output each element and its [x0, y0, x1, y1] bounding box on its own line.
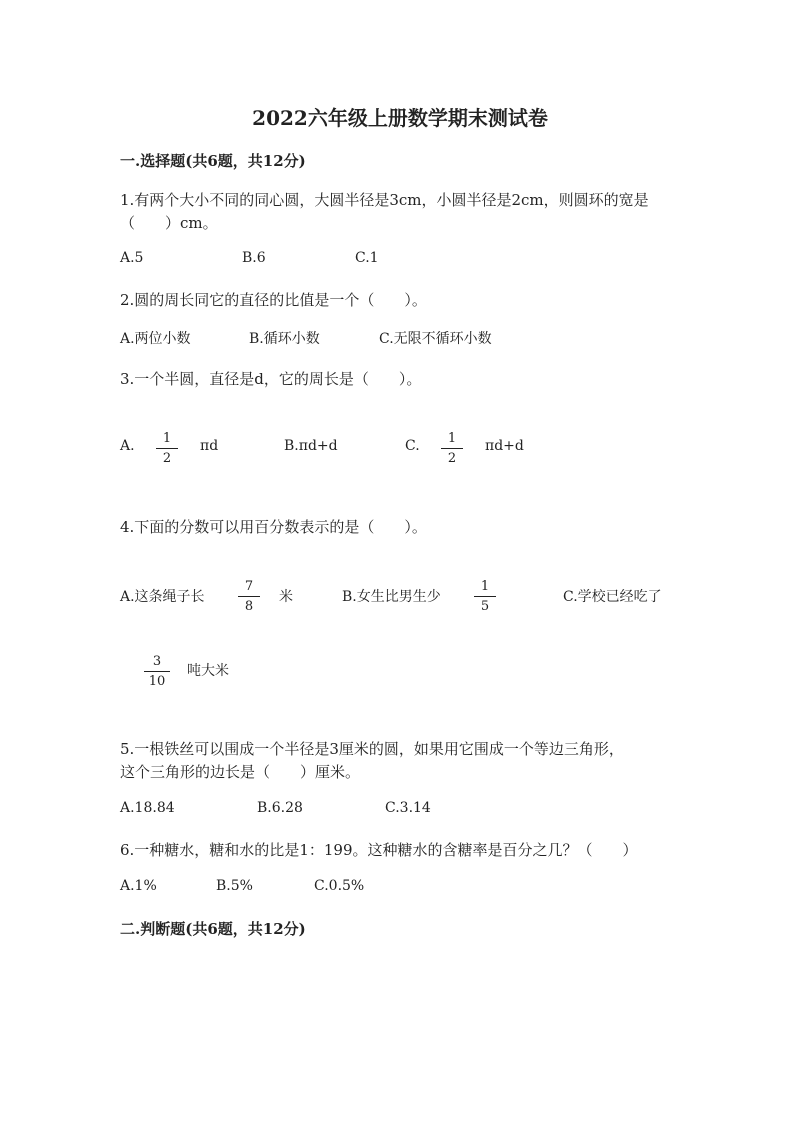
question-1-option-a: A.5	[120, 250, 144, 266]
fraction-numerator: 3	[152, 654, 162, 669]
question-1-option-b: B.6	[242, 250, 266, 266]
question-4-option-c-unit: 吨大米	[187, 663, 229, 679]
question-6-option-c: C.0.5%	[314, 878, 365, 894]
question-1-text-cont: （ ）cm。	[120, 214, 218, 232]
question-4-option-a-label: A.这条绳子长	[120, 589, 205, 605]
question-2-option-a: A.两位小数	[120, 331, 191, 347]
question-5-option-a: A.18.84	[120, 800, 175, 816]
question-3-option-a-expr: πd	[200, 438, 219, 454]
question-5-option-c: C.3.14	[385, 800, 431, 816]
question-2-option-b: B.循环小数	[249, 331, 320, 347]
question-4-option-b-label: B.女生比男生少	[342, 589, 441, 605]
fraction-bar	[144, 671, 170, 672]
question-3-option-c-expr: πd+d	[485, 438, 524, 454]
fraction-numerator: 7	[244, 579, 254, 594]
question-5-option-b: B.6.28	[257, 800, 303, 816]
fraction-numerator: 1	[447, 431, 457, 446]
question-3-option-c-label: C.	[405, 438, 420, 454]
question-5-text-cont: 这个三角形的边长是（ ）厘米。	[120, 763, 361, 781]
question-4-option-c-label: C.学校已经吃了	[563, 589, 662, 605]
fraction-numerator: 1	[480, 579, 490, 594]
question-3-option-a-fraction	[156, 432, 178, 465]
fraction-denominator: 8	[244, 599, 254, 614]
question-6-option-a: A.1%	[120, 878, 157, 894]
question-3-option-b: B.πd+d	[284, 438, 338, 454]
fraction-denominator: 5	[480, 599, 490, 614]
question-6-text: 6.一种糖水，糖和水的比是1：199。这种糖水的含糖率是百分之几？（ ）	[120, 841, 638, 859]
question-4-option-a-fraction	[238, 580, 260, 613]
fraction-numerator: 1	[162, 431, 172, 446]
question-3-option-a-label: A.	[120, 438, 135, 454]
question-6-option-b: B.5%	[216, 878, 253, 894]
question-1-option-c: C.1	[355, 250, 379, 266]
fraction-bar	[156, 448, 178, 449]
fraction-denominator: 10	[148, 674, 166, 689]
page-title: 2022六年级上册数学期末测试卷	[252, 106, 548, 130]
fraction-bar	[441, 448, 463, 449]
question-4-text: 4.下面的分数可以用百分数表示的是（ ）。	[120, 518, 427, 536]
section-heading-choice: 一.选择题(共6题，共12分)	[120, 152, 306, 170]
question-2-option-c: C.无限不循环小数	[379, 331, 492, 347]
section-heading-true-false: 二.判断题(共6题，共12分)	[120, 920, 306, 938]
question-4-option-a-unit: 米	[279, 589, 293, 605]
question-4-option-b-fraction	[474, 580, 496, 613]
question-2-text: 2.圆的周长同它的直径的比值是一个（ ）。	[120, 291, 427, 309]
fraction-denominator: 2	[162, 451, 172, 466]
fraction-bar	[238, 596, 260, 597]
question-3-option-c-fraction	[441, 432, 463, 465]
question-3-text: 3.一个半圆，直径是d，它的周长是（ ）。	[120, 370, 422, 388]
fraction-bar	[474, 596, 496, 597]
question-1-text: 1.有两个大小不同的同心圆，大圆半径是3cm，小圆半径是2cm，则圆环的宽是	[120, 191, 649, 209]
question-4-option-c-fraction	[144, 655, 170, 688]
fraction-denominator: 2	[447, 451, 457, 466]
question-5-text: 5.一根铁丝可以围成一个半径是3厘米的圆，如果用它围成一个等边三角形，	[120, 740, 624, 758]
